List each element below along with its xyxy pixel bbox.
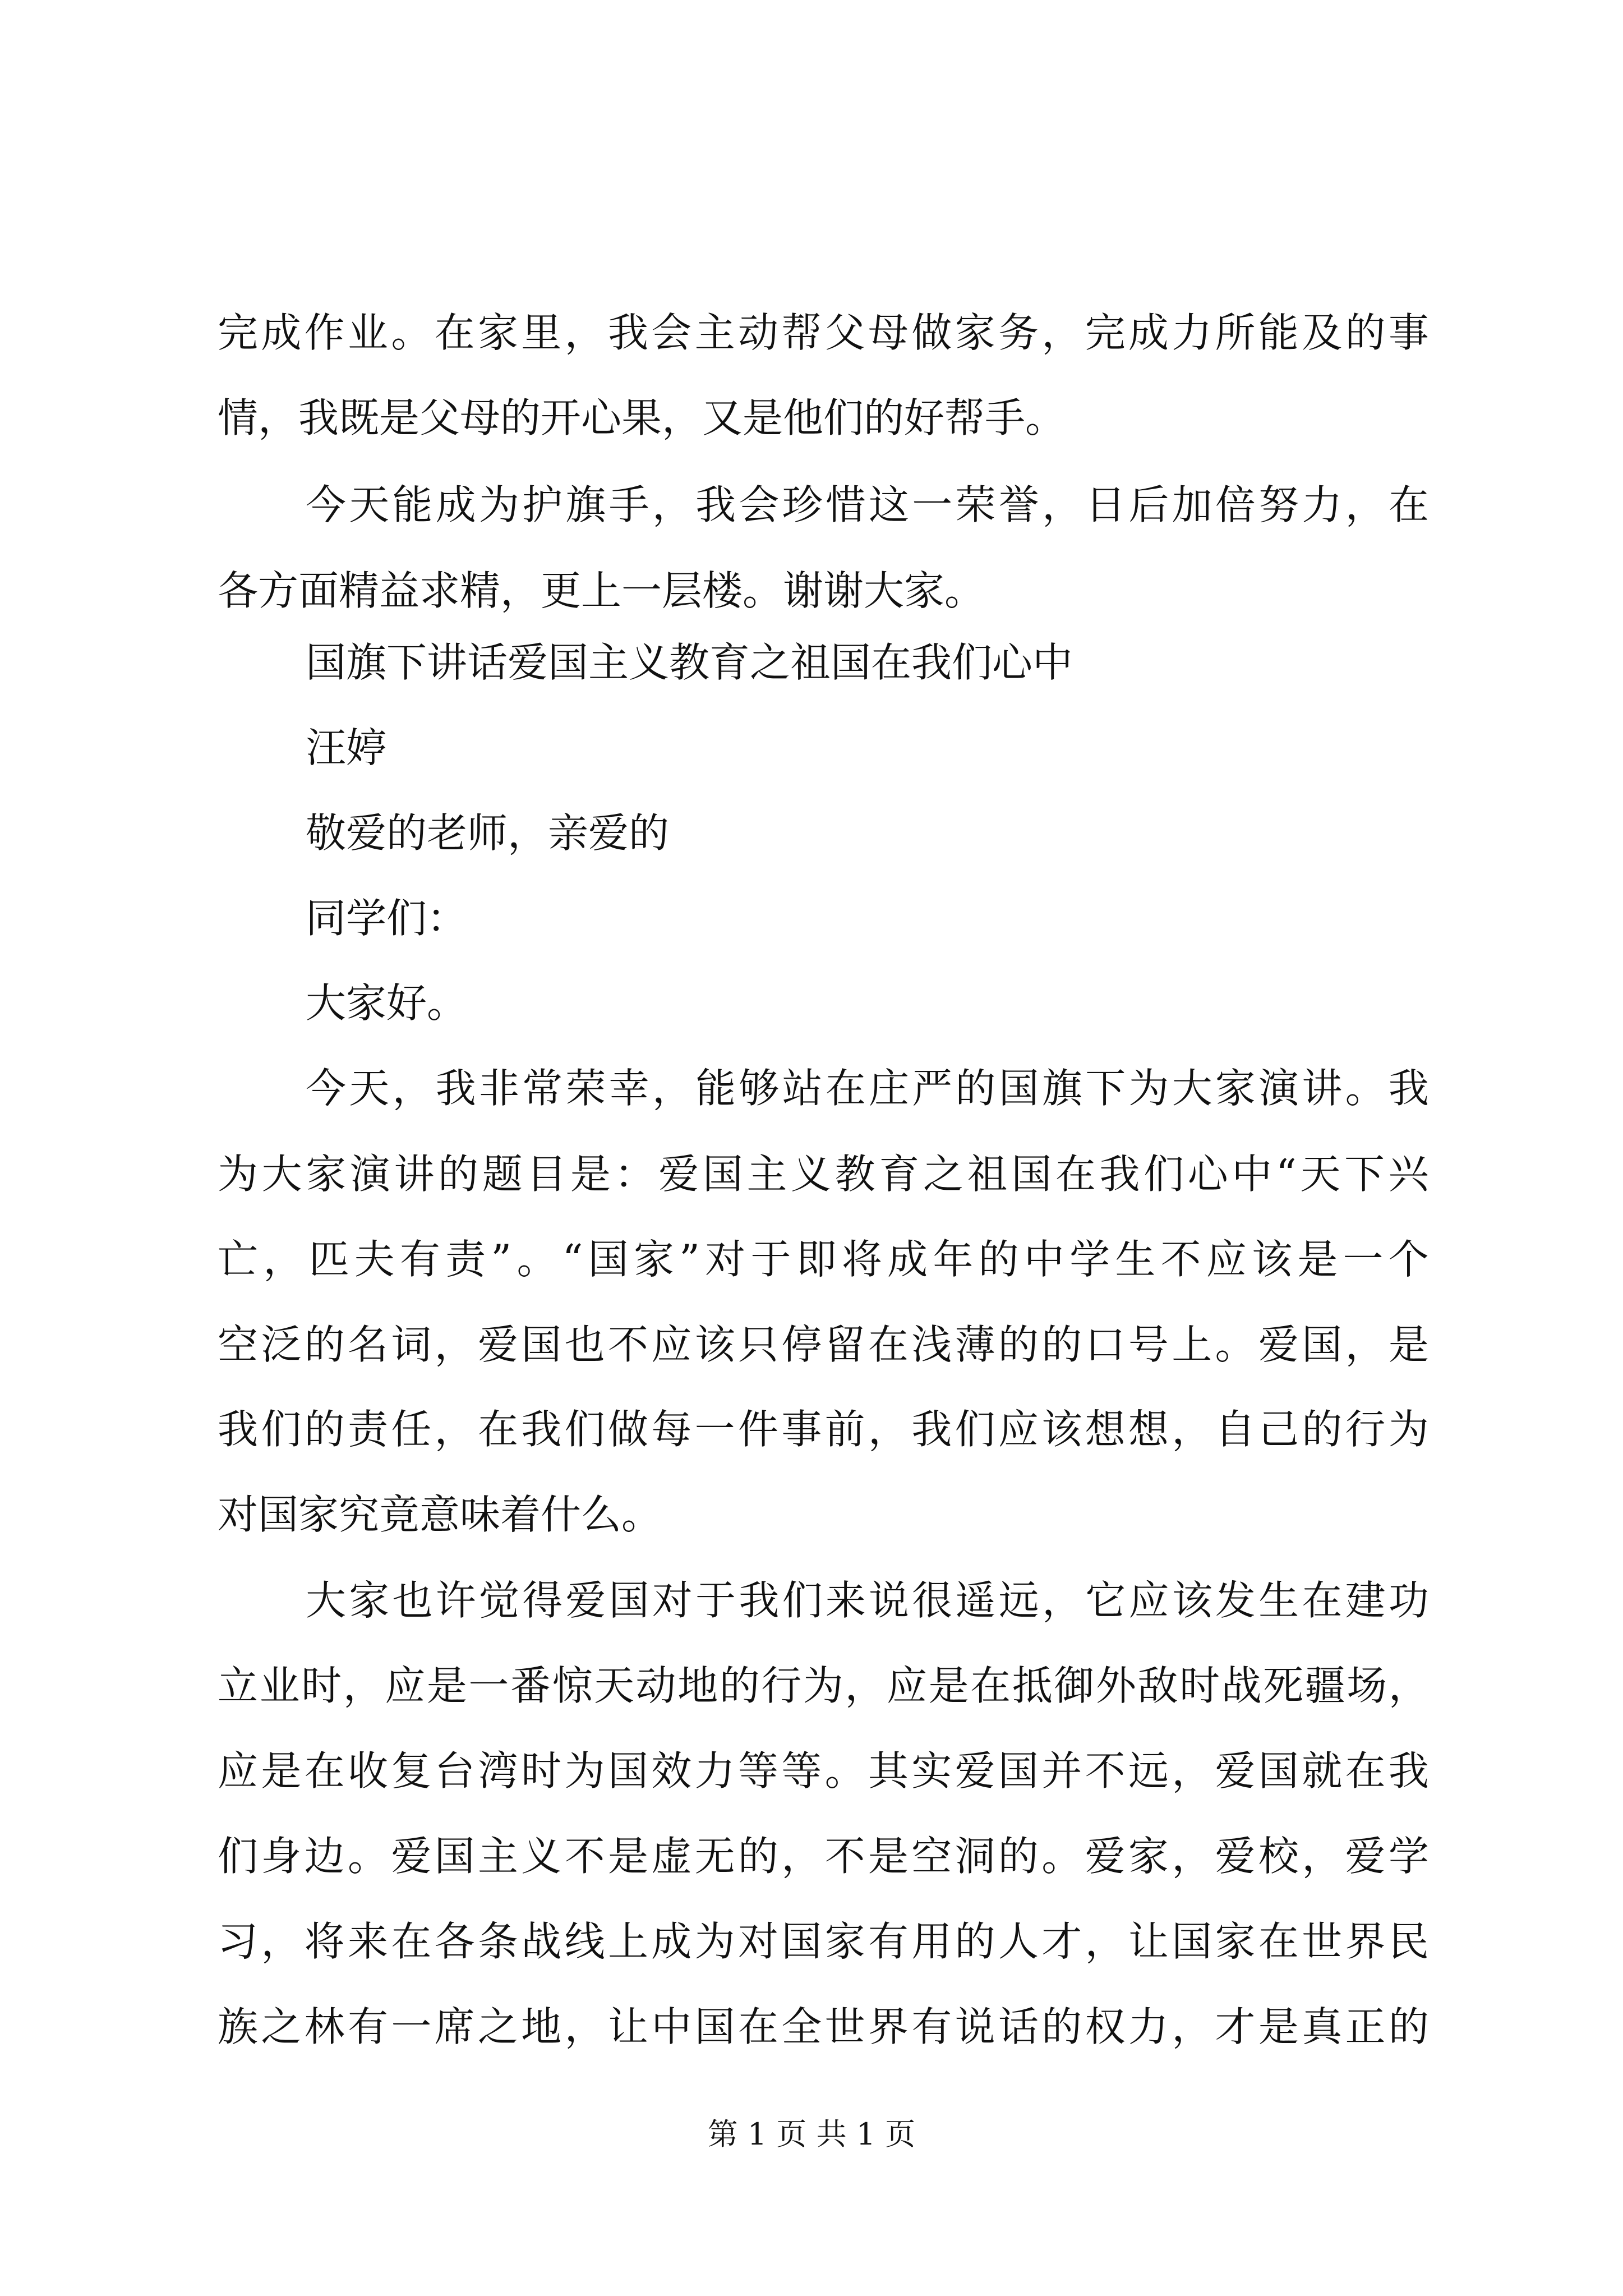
page-footer: 第 1 页 共 1 页 — [707, 2116, 916, 2152]
author-line: 汪婷 — [306, 724, 387, 771]
text-line: 今 天 ， 我 非 常 荣 幸 ， 能 够 站 在 庄 严 的 国 旗 下 为 大 家 演 讲 。 我 — [306, 1065, 1429, 1112]
text-line: 敬爱的老师，亲爱的 — [306, 809, 670, 857]
text-line: 习 ， 将 来 在 各 条 战 线 上 成 为 对 国 家 有 用 的 人 才 ， 让 国 家 在 世 界 民 — [218, 1918, 1429, 1965]
text-line: 大家好。 — [306, 979, 468, 1027]
text-line: 对国家究竟意味着什么。 — [218, 1491, 662, 1538]
text-line: 空 泛 的 名 词 ， 爱 国 也 不 应 该 只 停 留 在 浅 薄 的 的 口 号 上 。 爱 国 ， 是 — [218, 1321, 1429, 1368]
text-line: 我 们 的 责 任 ， 在 我 们 做 每 一 件 事 前 ， 我 们 应 该 想 想 ， 自 己 的 行 为 — [218, 1406, 1429, 1453]
text-line: 为 大 家 演 讲 的 题 目 是 ： 爱 国 主 义 教 育 之 祖 国 在 我 们 心 中 “ 天 下 兴 — [218, 1151, 1429, 1198]
text-line: 们 身 边 。 爱 国 主 义 不 是 虚 无 的 ， 不 是 空 洞 的 。 爱 家 ， 爱 校 ， 爱 学 — [218, 1833, 1429, 1880]
text-line: 立 业 时 ， 应 是 一 番 惊 天 动 地 的 行 为 ， 应 是 在 抵 御 外 敌 时 战 死 疆 场 ， — [218, 1662, 1429, 1709]
text-line: 应 是 在 收 复 台 湾 时 为 国 效 力 等 等 。 其 实 爱 国 并 不 远 ， 爱 国 就 在 我 — [218, 1747, 1429, 1795]
text-line: 今 天 能 成 为 护 旗 手 ， 我 会 珍 惜 这 一 荣 誉 ， 日 后 加 倍 努 力 ， 在 — [306, 481, 1429, 528]
text-line: 各方面精益求精，更上一层楼。谢谢大家。 — [218, 567, 985, 614]
text-line: 亡 ， 匹 夫 有 责 ” 。 “ 国 家 ” 对 于 即 将 成 年 的 中 学 生 不 应 该 是 一 个 — [218, 1236, 1429, 1283]
text-line: 完 成 作 业 。 在 家 里 ， 我 会 主 动 帮 父 母 做 家 务 ， 完 成 力 所 能 及 的 事 — [218, 309, 1429, 356]
text-line: 情，我既是父母的开心果，又是他们的好帮手。 — [218, 394, 1066, 441]
text-line: 大 家 也 许 觉 得 爱 国 对 于 我 们 来 说 很 遥 远 ， 它 应 该 发 生 在 建 功 — [306, 1577, 1429, 1624]
heading-line: 国旗下讲话爱国主义教育之祖国在我们心中 — [306, 639, 1073, 686]
text-line: 族 之 林 有 一 席 之 地 ， 让 中 国 在 全 世 界 有 说 话 的 权 力 ， 才 是 真 正 的 — [218, 2003, 1429, 2050]
text-line: 同学们： — [306, 895, 468, 942]
